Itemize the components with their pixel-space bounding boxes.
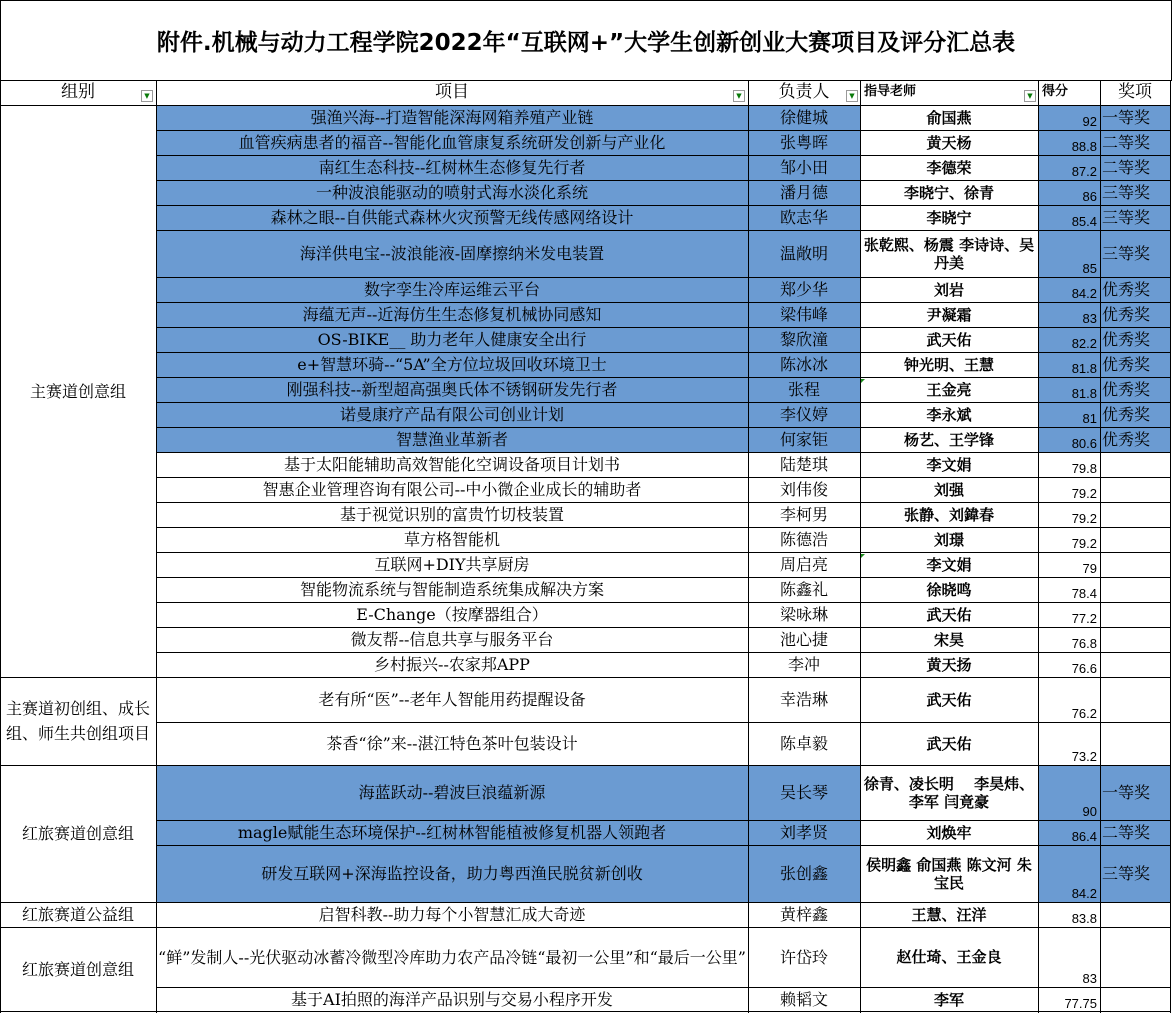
- award-cell[interactable]: [1100, 988, 1170, 1013]
- project-name-cell[interactable]: 数字孪生冷库运维云平台: [156, 278, 748, 303]
- project-name-cell[interactable]: 老有所“医”--老年人智能用药提醒设备: [156, 678, 748, 723]
- advisor-cell[interactable]: 李文娟: [860, 553, 1038, 578]
- leader-cell[interactable]: 刘孝贤: [748, 821, 860, 846]
- advisor-cell[interactable]: 李晓宁、徐青: [860, 181, 1038, 206]
- score-cell[interactable]: 79: [1038, 553, 1100, 578]
- project-name-cell[interactable]: 血管疾病患者的福音--智能化血管康复系统研发创新与产业化: [156, 131, 748, 156]
- project-name-cell[interactable]: 南红生态科技--红树林生态修复先行者: [156, 156, 748, 181]
- award-cell[interactable]: 三等奖: [1100, 206, 1170, 231]
- project-name-cell[interactable]: 微友帮--信息共享与服务平台: [156, 628, 748, 653]
- advisor-cell[interactable]: 杨艺、王学锋: [860, 428, 1038, 453]
- award-cell[interactable]: 三等奖: [1100, 846, 1170, 903]
- grid-line: [156, 130, 1171, 131]
- award-cell[interactable]: [1100, 653, 1170, 678]
- grid-line: [156, 402, 1171, 403]
- advisor-cell[interactable]: 黄天扬: [860, 653, 1038, 678]
- leader-cell[interactable]: 陈冰冰: [748, 353, 860, 378]
- grid-line: [156, 302, 1171, 303]
- score-cell[interactable]: 82.2: [1038, 328, 1100, 353]
- leader-cell[interactable]: 幸浩琳: [748, 678, 860, 723]
- header-leader[interactable]: 负责人: [778, 81, 830, 102]
- advisor-cell[interactable]: 张乾熙、杨震 李诗诗、吴丹美: [860, 231, 1038, 278]
- award-cell[interactable]: [1100, 928, 1170, 988]
- leader-cell[interactable]: 梁咏琳: [748, 603, 860, 628]
- advisor-cell[interactable]: 刘璟: [860, 528, 1038, 553]
- project-name-cell[interactable]: 海蓝跃动--碧波巨浪蕴新源: [156, 766, 748, 821]
- grid-line: [748, 80, 749, 1013]
- leader-cell[interactable]: 黄梓鑫: [748, 903, 860, 928]
- leader-cell[interactable]: 李冲: [748, 653, 860, 678]
- grid-line: [156, 577, 1171, 578]
- advisor-cell[interactable]: 钟光明、王慧: [860, 353, 1038, 378]
- award-cell[interactable]: 优秀奖: [1100, 328, 1170, 353]
- project-name-cell[interactable]: 诺曼康疗产品有限公司创业计划: [156, 403, 748, 428]
- grid-line: [1170, 80, 1171, 1013]
- award-cell[interactable]: 优秀奖: [1100, 278, 1170, 303]
- score-cell[interactable]: 92: [1038, 106, 1100, 131]
- score-cell[interactable]: 81.8: [1038, 353, 1100, 378]
- group-cell[interactable]: 主赛道初创组、成长组、师生共创组项目: [0, 678, 156, 766]
- leader-cell[interactable]: 陈德浩: [748, 528, 860, 553]
- leader-cell[interactable]: 吴长琴: [748, 766, 860, 821]
- award-cell[interactable]: 二等奖: [1100, 821, 1170, 846]
- award-cell[interactable]: [1100, 723, 1170, 766]
- grid-line: [156, 352, 1171, 353]
- grid-line: [156, 477, 1171, 478]
- award-cell[interactable]: [1100, 903, 1170, 928]
- score-cell[interactable]: 77.2: [1038, 603, 1100, 628]
- award-cell[interactable]: [1100, 678, 1170, 723]
- advisor-cell[interactable]: 刘岩: [860, 278, 1038, 303]
- grid-line: [156, 602, 1171, 603]
- group-cell[interactable]: 主赛道创意组: [0, 106, 156, 678]
- project-name-cell[interactable]: 茶香“徐”来--湛江特色茶叶包装设计: [156, 723, 748, 766]
- project-name-cell[interactable]: “鲜”发制人--光伏驱动冰蓄冷微型冷库助力农产品冷链“最初一公里”和“最后一公里”: [156, 928, 748, 988]
- award-cell[interactable]: 三等奖: [1100, 181, 1170, 206]
- advisor-cell[interactable]: 宋昊: [860, 628, 1038, 653]
- grid-line: [0, 677, 1171, 678]
- score-cell[interactable]: 83: [1038, 303, 1100, 328]
- leader-cell[interactable]: 池心捷: [748, 628, 860, 653]
- score-cell[interactable]: 84.2: [1038, 846, 1100, 903]
- leader-cell[interactable]: 黎欣潼: [748, 328, 860, 353]
- project-name-cell[interactable]: magle赋能生态环境保护--红树林智能植被修复机器人领跑者: [156, 821, 748, 846]
- award-cell[interactable]: [1100, 578, 1170, 603]
- grid-line: [156, 377, 1171, 378]
- project-name-cell[interactable]: E-Change（按摩器组合）: [156, 603, 748, 628]
- advisor-cell[interactable]: 侯明鑫 俞国燕 陈文河 朱宝民: [860, 846, 1038, 903]
- score-cell[interactable]: 86.4: [1038, 821, 1100, 846]
- award-cell[interactable]: [1100, 553, 1170, 578]
- advisor-cell[interactable]: 武天佑: [860, 678, 1038, 723]
- sheet-title: 附件.机械与动力工程学院2022年“互联网+”大学生创新创业大赛项目及评分汇总表: [0, 0, 1172, 81]
- grid-line: [156, 230, 1171, 231]
- project-name-cell[interactable]: 强渔兴海--打造智能深海网箱养殖产业链: [156, 106, 748, 131]
- score-cell[interactable]: 77.75: [1038, 988, 1100, 1013]
- chevron-down-icon: ▼: [144, 92, 150, 100]
- advisor-cell[interactable]: 武天佑: [860, 603, 1038, 628]
- score-cell[interactable]: 85.4: [1038, 206, 1100, 231]
- header-award[interactable]: 奖项: [1118, 81, 1152, 102]
- project-name-cell[interactable]: 智惠企业管理咨询有限公司--中小微企业成长的辅助者: [156, 478, 748, 503]
- advisor-cell[interactable]: 尹凝霜: [860, 303, 1038, 328]
- project-name-cell[interactable]: 基于视觉识别的富贵竹切枝装置: [156, 503, 748, 528]
- project-name-cell[interactable]: 智能物流系统与智能制造系统集成解决方案: [156, 578, 748, 603]
- chevron-down-icon: ▼: [849, 92, 855, 100]
- grid-line: [156, 427, 1171, 428]
- award-cell[interactable]: 三等奖: [1100, 231, 1170, 278]
- score-cell[interactable]: 76.6: [1038, 653, 1100, 678]
- award-cell[interactable]: 优秀奖: [1100, 303, 1170, 328]
- grid-line: [156, 627, 1171, 628]
- header-project[interactable]: 项目: [435, 81, 469, 102]
- project-name-cell[interactable]: 智慧渔业革新者: [156, 428, 748, 453]
- grid-line: [156, 502, 1171, 503]
- project-name-cell[interactable]: OS-BIKE__ 助力老年人健康安全出行: [156, 328, 748, 353]
- grid-line: [156, 205, 1171, 206]
- grid-line: [156, 155, 1171, 156]
- award-cell[interactable]: [1100, 603, 1170, 628]
- advisor-cell[interactable]: 武天佑: [860, 328, 1038, 353]
- leader-cell[interactable]: 刘伟俊: [748, 478, 860, 503]
- project-name-cell[interactable]: 海洋供电宝--波浪能液-固摩擦纳米发电装置: [156, 231, 748, 278]
- project-name-cell[interactable]: e+智慧环骑--“5A”全方位垃圾回收环境卫士: [156, 353, 748, 378]
- leader-cell[interactable]: 赖韬文: [748, 988, 860, 1013]
- advisor-cell[interactable]: 赵仕琦、王金良: [860, 928, 1038, 988]
- award-cell[interactable]: 二等奖: [1100, 156, 1170, 181]
- header-group[interactable]: 组别: [61, 81, 95, 102]
- leader-cell[interactable]: 邹小田: [748, 156, 860, 181]
- comment-indicator-icon[interactable]: [861, 379, 865, 383]
- score-cell[interactable]: 80.6: [1038, 428, 1100, 453]
- grid-line: [156, 552, 1171, 553]
- grid-line: [156, 277, 1171, 278]
- award-cell[interactable]: [1100, 628, 1170, 653]
- comment-indicator-icon[interactable]: [861, 554, 865, 558]
- score-cell[interactable]: 76.8: [1038, 628, 1100, 653]
- project-name-cell[interactable]: 研发互联网+深海监控设备，助力粤西渔民脱贫新创收: [156, 846, 748, 903]
- project-name-cell[interactable]: 一种波浪能驱动的喷射式海水淡化系统: [156, 181, 748, 206]
- leader-cell[interactable]: 潘月德: [748, 181, 860, 206]
- advisor-cell[interactable]: 刘强: [860, 478, 1038, 503]
- advisor-cell[interactable]: 俞国燕: [860, 106, 1038, 131]
- score-cell[interactable]: 79.2: [1038, 478, 1100, 503]
- project-name-cell[interactable]: 基于太阳能辅助高效智能化空调设备项目计划书: [156, 453, 748, 478]
- advisor-cell[interactable]: 王金亮: [860, 378, 1038, 403]
- score-cell[interactable]: 85: [1038, 231, 1100, 278]
- filter-dropdown-project[interactable]: [733, 90, 745, 102]
- grid-line: [0, 927, 1171, 928]
- project-name-cell[interactable]: 刚强科技--新型超高强奥氏体不锈钢研发先行者: [156, 378, 748, 403]
- leader-cell[interactable]: 张粤晖: [748, 131, 860, 156]
- project-name-cell[interactable]: 互联网+DIY共享厨房: [156, 553, 748, 578]
- grid-line: [156, 987, 1171, 988]
- leader-cell[interactable]: 何家钜: [748, 428, 860, 453]
- project-name-cell[interactable]: 启智科教--助力每个小智慧汇成大奇迹: [156, 903, 748, 928]
- header-advisor[interactable]: 指导老师: [864, 84, 917, 100]
- grid-line: [156, 80, 157, 1013]
- leader-cell[interactable]: 许岱玲: [748, 928, 860, 988]
- leader-cell[interactable]: 陆楚琪: [748, 453, 860, 478]
- project-name-cell[interactable]: 草方格智能机: [156, 528, 748, 553]
- score-cell[interactable]: 81.8: [1038, 378, 1100, 403]
- leader-cell[interactable]: 陈鑫礼: [748, 578, 860, 603]
- project-name-cell[interactable]: 海蕴无声--近海仿生生态修复机械协同感知: [156, 303, 748, 328]
- header-score[interactable]: 得分: [1042, 84, 1069, 100]
- advisor-cell[interactable]: 李永斌: [860, 403, 1038, 428]
- filter-dropdown-advisor[interactable]: [1024, 90, 1036, 102]
- grid-line: [156, 327, 1171, 328]
- advisor-cell[interactable]: 李军: [860, 988, 1038, 1013]
- grid-line: [0, 902, 1171, 903]
- advisor-cell[interactable]: 李德荣: [860, 156, 1038, 181]
- score-cell[interactable]: 86: [1038, 181, 1100, 206]
- score-cell[interactable]: 84.2: [1038, 278, 1100, 303]
- grid-line: [156, 820, 1171, 821]
- leader-cell[interactable]: 张程: [748, 378, 860, 403]
- filter-dropdown-leader[interactable]: [846, 90, 858, 102]
- project-name-cell[interactable]: 基于AI拍照的海洋产品识别与交易小程序开发: [156, 988, 748, 1013]
- advisor-cell[interactable]: 武天佑: [860, 723, 1038, 766]
- leader-cell[interactable]: 徐健城: [748, 106, 860, 131]
- advisor-cell[interactable]: 刘焕牢: [860, 821, 1038, 846]
- chevron-down-icon: ▼: [1027, 92, 1033, 100]
- award-cell[interactable]: 优秀奖: [1100, 403, 1170, 428]
- score-cell[interactable]: 81: [1038, 403, 1100, 428]
- score-cell[interactable]: 88.8: [1038, 131, 1100, 156]
- advisor-cell[interactable]: 黄天杨: [860, 131, 1038, 156]
- award-cell[interactable]: 二等奖: [1100, 131, 1170, 156]
- grid-line: [0, 80, 1171, 81]
- filter-dropdown-group[interactable]: [141, 90, 153, 102]
- grid-line: [156, 722, 1171, 723]
- grid-line: [156, 652, 1171, 653]
- grid-line: [0, 105, 1171, 106]
- advisor-cell[interactable]: 张静、刘鍏春: [860, 503, 1038, 528]
- grid-line: [156, 527, 1171, 528]
- score-cell[interactable]: 83: [1038, 928, 1100, 988]
- leader-cell[interactable]: 张创鑫: [748, 846, 860, 903]
- leader-cell[interactable]: 李柯男: [748, 503, 860, 528]
- advisor-cell[interactable]: 李晓宁: [860, 206, 1038, 231]
- advisor-cell[interactable]: 徐晓鸣: [860, 578, 1038, 603]
- project-name-cell[interactable]: 森林之眼--自供能式森林火灾预警无线传感网络设计: [156, 206, 748, 231]
- grid-line: [156, 452, 1171, 453]
- grid-line: [860, 80, 861, 1013]
- group-cell[interactable]: 红旅赛道创意组: [0, 766, 156, 903]
- award-cell[interactable]: [1100, 503, 1170, 528]
- grid-line: [1038, 80, 1039, 1013]
- chevron-down-icon: ▼: [736, 92, 742, 100]
- award-cell[interactable]: [1100, 453, 1170, 478]
- grid-line: [0, 765, 1171, 766]
- grid-line: [0, 80, 1, 1013]
- leader-cell[interactable]: 梁伟峰: [748, 303, 860, 328]
- leader-cell[interactable]: 郑少华: [748, 278, 860, 303]
- leader-cell[interactable]: 欧志华: [748, 206, 860, 231]
- score-cell[interactable]: 78.4: [1038, 578, 1100, 603]
- award-cell[interactable]: [1100, 478, 1170, 503]
- group-cell[interactable]: 红旅赛道公益组: [0, 903, 156, 928]
- leader-cell[interactable]: 李仪婷: [748, 403, 860, 428]
- score-cell[interactable]: 87.2: [1038, 156, 1100, 181]
- grid-line: [156, 845, 1171, 846]
- leader-cell[interactable]: 周启亮: [748, 553, 860, 578]
- group-cell[interactable]: 红旅赛道创意组: [0, 928, 156, 1013]
- award-cell[interactable]: 优秀奖: [1100, 353, 1170, 378]
- project-name-cell[interactable]: 乡村振兴--农家邦APP: [156, 653, 748, 678]
- grid-line: [156, 180, 1171, 181]
- score-cell[interactable]: 90: [1038, 766, 1100, 821]
- award-cell[interactable]: 优秀奖: [1100, 378, 1170, 403]
- advisor-cell[interactable]: 徐青、凌长明 李昊炜、李军 闫竟豪: [860, 766, 1038, 821]
- advisor-cell[interactable]: 李文娟: [860, 453, 1038, 478]
- leader-cell[interactable]: 陈卓毅: [748, 723, 860, 766]
- score-cell[interactable]: 83.8: [1038, 903, 1100, 928]
- award-cell[interactable]: 一等奖: [1100, 766, 1170, 821]
- award-cell[interactable]: 一等奖: [1100, 106, 1170, 131]
- award-cell[interactable]: 优秀奖: [1100, 428, 1170, 453]
- score-cell[interactable]: 79.2: [1038, 503, 1100, 528]
- advisor-cell[interactable]: 王慧、汪洋: [860, 903, 1038, 928]
- grid-line: [1100, 80, 1101, 1013]
- score-cell[interactable]: 76.2: [1038, 678, 1100, 723]
- score-cell[interactable]: 79.8: [1038, 453, 1100, 478]
- score-cell[interactable]: 73.2: [1038, 723, 1100, 766]
- award-cell[interactable]: [1100, 528, 1170, 553]
- leader-cell[interactable]: 温敞明: [748, 231, 860, 278]
- score-cell[interactable]: 79.2: [1038, 528, 1100, 553]
